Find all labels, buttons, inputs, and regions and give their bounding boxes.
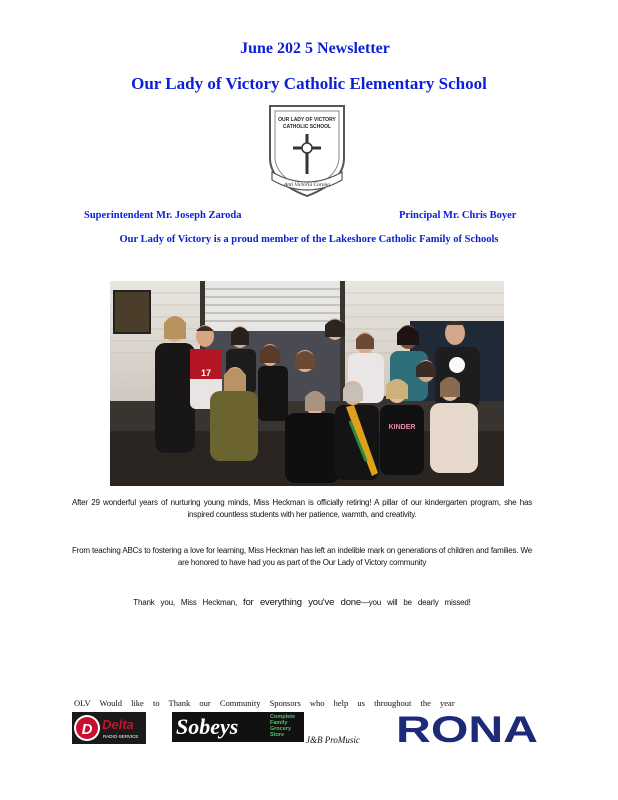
jb-promusic-sponsor: J&B ProMusic <box>306 735 360 745</box>
rona-logo-icon <box>396 710 538 746</box>
delta-wordmark: Delta <box>102 717 134 732</box>
rona-logo <box>396 710 538 746</box>
sobeys-tagline: Complete Family Grocery Store <box>270 714 296 738</box>
principal: Principal Mr. Chris Boyer <box>399 210 517 221</box>
crest-shield-icon <box>262 102 352 200</box>
crest-sub-text: CATHOLIC SCHOOL <box>282 124 332 130</box>
delta-logo-icon <box>72 712 146 744</box>
rona-wordmark: RONA <box>396 710 538 746</box>
school-crest <box>262 102 352 200</box>
thanks-part-1: Thank you, Miss Heckman, <box>133 598 237 607</box>
newsletter-title: June 202 5 Newsletter <box>240 40 390 57</box>
crest-top-text: OUR LADY OF VICTORY <box>278 117 336 123</box>
paragraph-retirement: After 29 wonderful years of nurturing young minds, Miss Heckman is officially retiring! A pillar of our kindergarten program, she has inspired countless students with her patience, warmth, and creativity. <box>72 498 532 519</box>
delta-subtitle: RADIO-SERVICE <box>103 734 139 739</box>
paragraph-thanks <box>72 597 532 609</box>
family-of-schools-line: Our Lady of Victory is a proud member of the Lakeshore Catholic Family of Schools <box>119 234 499 245</box>
group-photo-image <box>110 281 504 486</box>
sobeys-wordmark: Sobeys <box>176 714 239 739</box>
school-name: Our Lady of Victory Catholic Elementary School <box>131 74 487 93</box>
paragraph-legacy: From teaching ABCs to fostering a love for learning, Miss Heckman has left an indelible mark on generations of children and families. We are honored to have had you as part of the Our Lady of Victory community <box>72 546 532 567</box>
sobeys-logo <box>172 712 304 742</box>
thanks-part-3: —you will be dearly missed! <box>360 598 471 607</box>
svg-text:D: D <box>81 721 93 738</box>
jersey-number: 17 <box>200 368 212 378</box>
thanks-part-2: for everything you've done <box>243 597 361 608</box>
superintendent: Superintendent Mr. Joseph Zaroda <box>84 210 242 221</box>
delta-logo <box>72 712 146 744</box>
sobeys-logo-icon <box>172 712 304 742</box>
svg-text:KINDER: KINDER <box>388 424 416 431</box>
crest-motto: Anti Victoria Corona <box>283 182 331 188</box>
group-photo <box>110 281 504 486</box>
sponsors-thank-you-line: OLV Would like to Thank our Community Sponsors who help us throughout the year <box>74 698 455 708</box>
